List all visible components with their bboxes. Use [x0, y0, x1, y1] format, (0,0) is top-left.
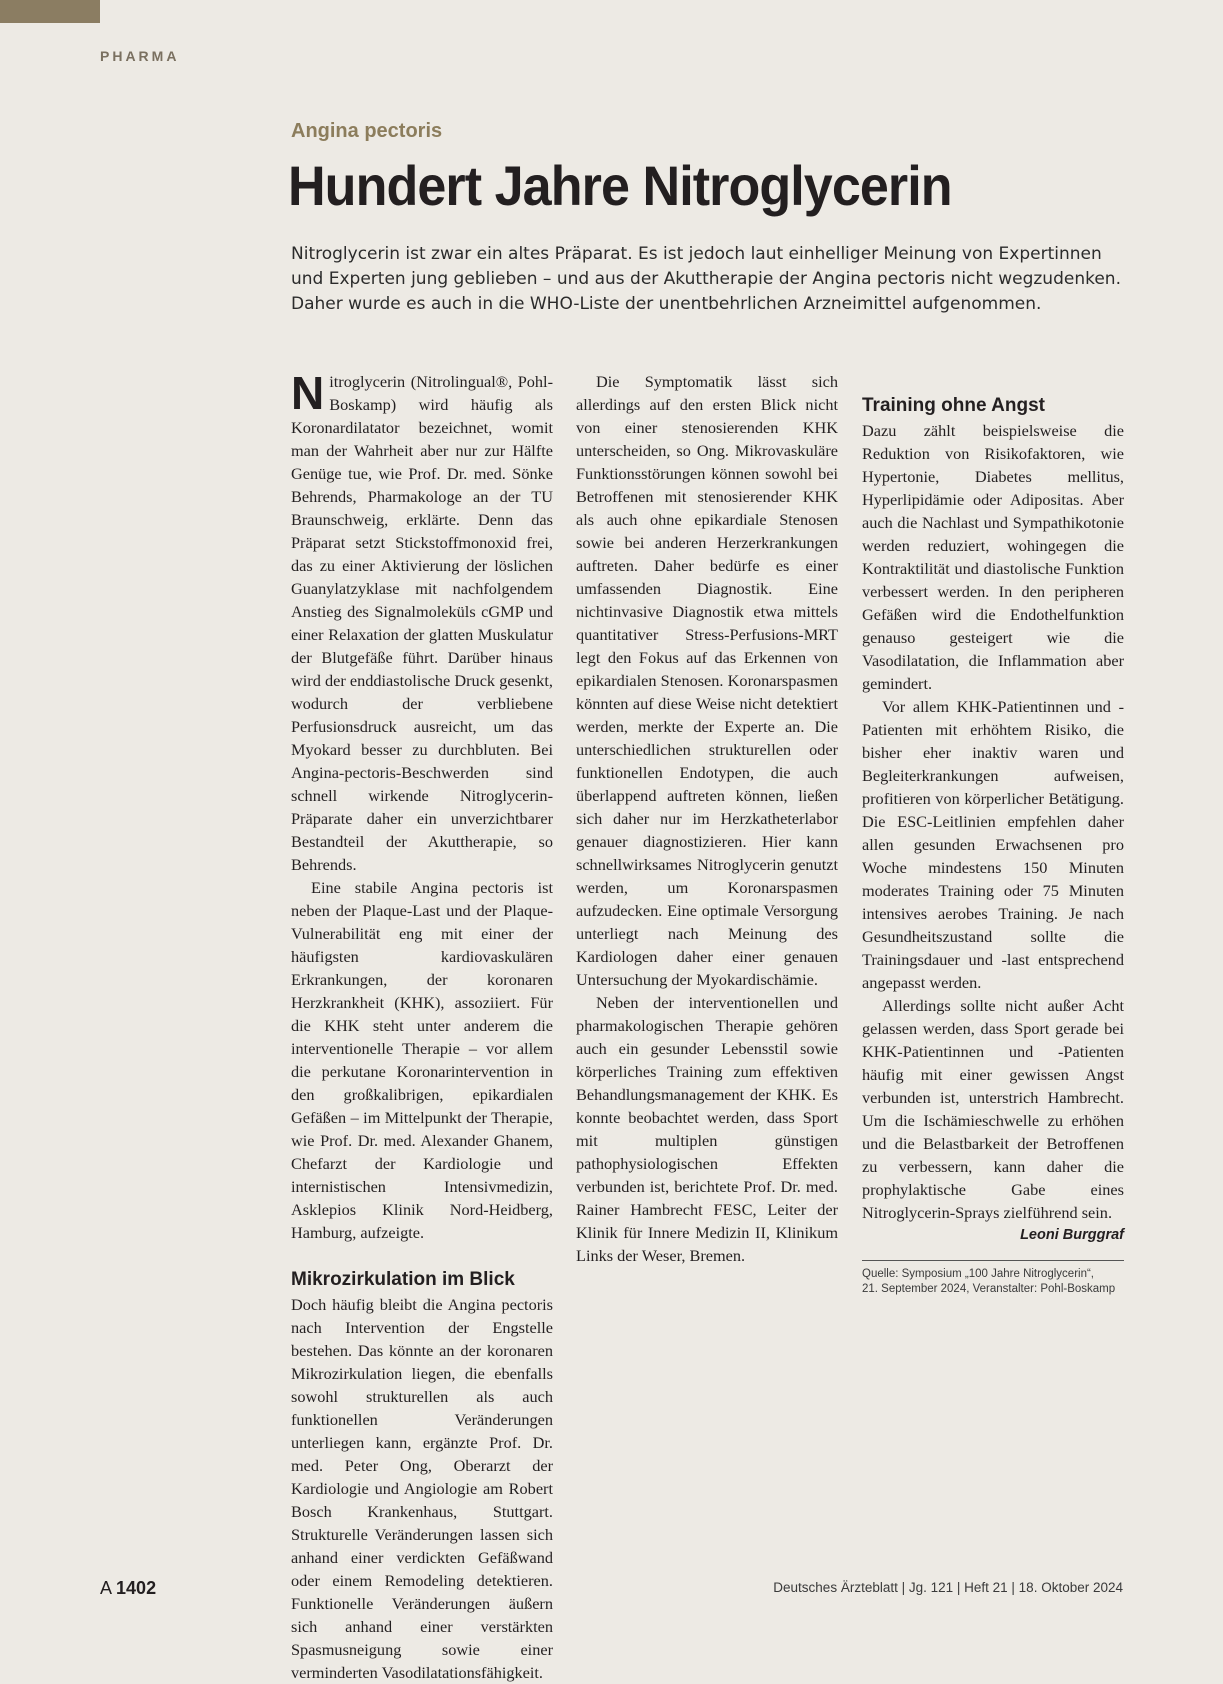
text-column-3: [862, 370, 1124, 1297]
article-lead: Nitroglycerin ist zwar ein altes Präparat. Es ist jedoch laut einhelliger Meinung von Expertinnen und Experten jung geblieben – und aus der Akuttherapie der Angina pectoris nicht wegzudenken. Daher wurde es auch in die WHO-Liste der unentbehrlichen Arzneimittel aufgenommen.: [291, 244, 1121, 314]
paragraph: [291, 367, 553, 876]
paragraph: Doch häufig bleibt die Angina pectoris nach Intervention der Engstelle bestehen. Das könnte an der koronaren Mikrozirkulation liegen, die ebenfalls sowohl strukturellen als auch funktionellen Veränderungen unterliegen kann, ergänzte Prof. Dr. med. Peter Ong, Oberarzt der Kardiologie und Angiologie am Robert Bosch Krankenhaus, Stuttgart. Strukturelle Veränderungen lassen sich anhand einer verdickten Gefäßwand oder einem Remodeling detektieren. Funktionelle Veränderungen äußern sich anhand einer verstärkten Spasmusneigung sowie einer verminderten Vasodilatationsfähigkeit.: [291, 1295, 553, 1682]
source-note: [862, 1260, 1124, 1297]
journal-info: Deutsches Ärzteblatt | Jg. 121 | Heft 21 | 18. Oktober 2024: [773, 1580, 1123, 1595]
paragraph: Vor allem KHK-Patientinnen und -Patienten mit erhöhtem Risiko, die bisher eher inaktiv waren und Begleiterkrankungen aufweisen, profitieren von körperlicher Betätigung. Die ESC-Leitlinien empfehlen daher allen gesunden Erwachsenen pro Woche mindestens 150 Minuten moderates Training oder 75 Minuten intensives aerobes Training. Je nach Gesundheitszustand sollte die Trainingsdauer und -last entsprechend angepasst werden.: [862, 697, 1124, 992]
source-line: Quelle: Symposium „100 Jahre Nitroglycerin“,: [862, 1268, 1095, 1280]
paragraph-text: itroglycerin (Nitrolingual®, Pohl-Boskamp) wird häufig als Koronardilatator bezeichnet, womit man der Wahrheit aber nur zur Hälfte Genüge tue, wie Prof. Dr. med. Sönke Behrends, Pharmakologe an der TU Braunschweig, erklärte. Denn das Präparat setzt Stickstoffmonoxid frei, das zu einer Aktivierung der löslichen Guanylatzyklase mit nachfolgendem Anstieg des Signalmoleküls cGMP und einer Relaxation der glatten Muskulatur der Blutgefäße führt. Darüber hinaus wird der enddiastolische Druck gesenkt, wodurch der verbliebene Perfusionsdruck ausreicht, um das Myokard besser zu durchbluten. Bei Angina-pectoris-Beschwerden sind schnell wirkende Nitroglycerin-Präparate daher ein unverzichtbarer Bestandteil der Akuttherapie, so Behrends.: [291, 372, 553, 874]
source-line: 21. September 2024, Veranstalter: Pohl-Boskamp: [862, 1283, 1116, 1295]
paragraph: Die Symptomatik lässt sich allerdings auf den ersten Blick nicht von einer stenosierenden KHK unterscheiden, so Ong. Mikrovaskuläre Funktionsstörungen können sowohl bei Betroffenen mit stenosierender KHK als auch ohne epikardiale Stenosen sowie bei anderen Herzerkrankungen auftreten. Daher bedürfe es einer umfassenden Diagnostik. Eine nichtinvasive Diagnostik etwa mittels quantitativer Stress-Perfusions-MRT legt den Fokus auf das Erkennen von epikardialen Stenosen. Koronarspasmen könnten auf diese Weise nicht detektiert werden, merkte der Experte an. Die unterschiedlichen strukturellen oder funktionellen Endotypen, die auch überlappend auftreten können, ließen sich daher nur im Herzkatheterlabor genauer diagnostizieren. Hier kann schnellwirksames Nitroglycerin genutzt werden, um Koronarspasmen aufzudecken. Eine optimale Versorgung unterliegt nach Meinung des Kardiologen daher einer genauen Untersuchung der Myokardischämie.: [576, 372, 838, 989]
paragraph-text: Allerdings sollte nicht außer Acht gelassen werden, dass Sport gerade bei KHK-Patientinnen und -Patienten häufig mit einer gewissen Angst verbunden ist, unterstrich Hambrecht. Um die Ischämieschwelle zu erhöhen und die Belastbarkeit der Betroffenen zu verbessern, kann daher die prophylaktische Gabe eines Nitroglycerin-Sprays zielführend sein.: [862, 996, 1124, 1222]
subheading: Mikrozirkulation im Blick: [291, 1269, 515, 1290]
article-title: Hundert Jahre Nitroglycerin: [288, 154, 952, 217]
text-column-1: [291, 367, 553, 1684]
subheading: Training ohne Angst: [862, 395, 1045, 416]
page-number-value: 1402: [116, 1578, 157, 1598]
page-prefix: A: [100, 1578, 112, 1598]
paragraph: Dazu zählt beispielsweise die Reduktion von Risikofaktoren, wie Hypertonie, Diabetes mellitus, Hyperlipidämie oder Adipositas. Aber auch die Nachlast und Sympathikotonie werden reduziert, wohingegen die Kontraktilität und diastolische Funktion verbessert werden. In den peripheren Gefäßen wird die Endothelfunktion genauso gesteigert wie die Vasodilatation, die Inflammation aber gemindert.: [862, 421, 1124, 693]
paragraph: [862, 994, 1124, 1243]
section-label: PHARMA: [100, 48, 180, 64]
text-column-2: [576, 370, 838, 1267]
article-kicker: Angina pectoris: [291, 120, 443, 142]
author-name: Leoni Burggraf: [1020, 1227, 1124, 1243]
corner-color-bar: [0, 0, 100, 23]
drop-cap: N: [291, 367, 325, 419]
paragraph: Eine stabile Angina pectoris ist neben der Plaque-Last und der Plaque-Vulnerabilität eng mit einer der häufigsten kardiovaskulären Erkrankungen, der koronaren Herzkrankheit (KHK), assoziiert. Für die KHK steht unter anderem die interventionelle Therapie – vor allem die perkutane Koronarintervention in den großkalibrigen, epikardialen Gefäßen – im Mittelpunkt der Therapie, wie Prof. Dr. med. Alexander Ghanem, Chefarzt der Kardiologie und internistischen Intensivmedizin, Asklepios Klinik Nord-Heidberg, Hamburg, aufzeigte.: [291, 878, 553, 1242]
paragraph: Neben der interventionellen und pharmakologischen Therapie gehören auch ein gesunder Lebensstil sowie körperliches Training zum effektiven Behandlungsmanagement der KHK. Es konnte beobachtet werden, dass Sport mit multiplen günstigen pathophysiologischen Effekten verbunden ist, berichtete Prof. Dr. med. Rainer Hambrecht FESC, Leiter der Klinik für Innere Medizin II, Klinikum Links der Weser, Bremen.: [576, 993, 838, 1265]
page-number: [100, 1578, 156, 1599]
